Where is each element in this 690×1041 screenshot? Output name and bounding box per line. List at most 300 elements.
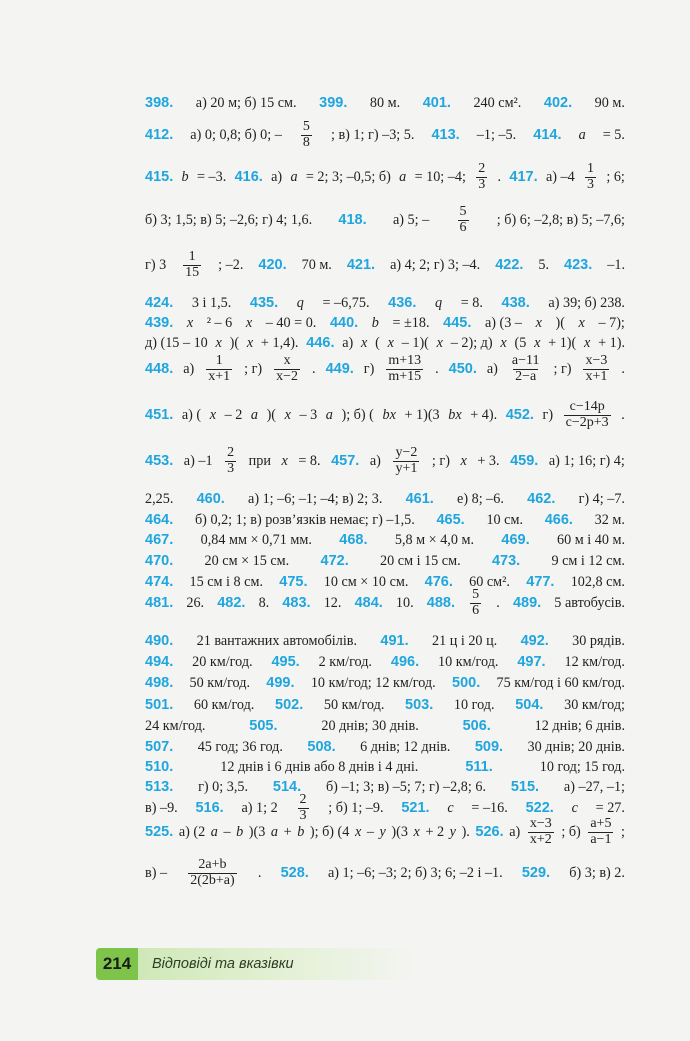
fraction [393,446,419,476]
numerator: a−11 [511,352,540,368]
answer-text: а) [509,823,521,840]
answer-text: 50 км/год. [189,674,250,691]
fraction [301,120,312,150]
answer-text: 26. [186,594,205,611]
answer-text: а) [183,360,195,377]
fraction [588,817,613,847]
answer-text: б) 3; в) 2. [569,864,625,881]
denominator: 3 [478,176,486,192]
answer-text: 20 днів; 30 днів. [321,717,419,734]
problem-number: 494. [145,654,174,670]
answer-text: б) 0,2; 1; в) розв’язків немає; г) –1,5. [194,511,415,528]
variable: x [284,406,291,423]
numerator: a+5 [590,815,612,831]
problem-number: 418. [338,212,367,228]
answer-text: – 2); д) [450,334,493,351]
problem-number: 506. [462,718,491,734]
answer-text: + 3. [477,452,500,469]
fraction [188,858,236,888]
answer-text: 5. [538,256,550,273]
answer-text: 12 днів; 6 днів. [534,717,625,734]
answer-text: а) 39; б) 238. [548,294,625,311]
answer-text: 12 км/год. [564,653,625,670]
answer-text: ). [461,823,470,840]
variable: x [354,823,362,840]
answer-text: + 4). [470,406,498,423]
problem-number: 465. [436,512,465,528]
fraction [225,446,236,476]
variable: x [361,334,368,351]
numerator: x−3 [529,815,552,831]
problem-number: 511. [465,759,493,775]
fraction [183,250,201,280]
answer-text: = 2; 3; –0,5; б) [305,168,391,185]
numerator: 2 [227,444,235,460]
numerator: 5 [472,586,480,602]
answer-text: + 2 [425,823,445,840]
problem-number: 417. [509,169,538,185]
answer-text: 30 км/год; [564,696,625,713]
problem-number: 472. [320,553,349,569]
variable: c [571,799,578,816]
problem-number: 505. [249,718,278,734]
denominator: a−1 [590,831,612,847]
answer-text: а) [342,334,354,351]
problem-number: 482. [217,595,246,611]
answer-text: . [257,864,262,881]
answer-text: 102,8 см. [570,573,625,590]
problem-number: 525. [145,824,174,840]
answer-text: = ±18. [392,314,430,331]
answer-text: – 2 [224,406,243,423]
problem-number: 474. [145,574,174,590]
problem-number: 420. [258,257,287,273]
numerator: 2 [299,791,307,807]
problem-number: 496. [390,654,420,670]
problem-number: 452. [505,407,534,423]
variable: b [181,168,189,185]
denominator: c−2p+3 [565,414,609,430]
denominator: 8 [302,134,310,150]
answer-text: е) 8; –6. [457,490,504,507]
variable: bx [448,406,462,423]
problem-number: 498. [145,675,174,691]
answer-line [145,203,625,237]
numerator: 5 [459,203,467,219]
answer-text: – [223,823,231,840]
variable: x [500,334,507,351]
problem-number: 412. [145,127,174,143]
answer-text: 21 вантажних автомобілів. [196,632,358,649]
page-number: 214 [96,948,138,980]
fraction [583,354,609,384]
problem-number: 500. [452,675,481,691]
problem-number: 528. [280,865,309,881]
problem-number: 488. [426,595,456,611]
problem-number: 470. [145,553,174,569]
answer-text: а) [486,360,498,377]
variable: b [236,823,244,840]
variable: x [215,334,222,351]
denominator: 2(2b+a) [190,872,235,888]
fraction [528,817,554,847]
problem-number: 440. [329,315,359,331]
answer-text: + 1)(3 [404,406,440,423]
denominator: x+1 [208,368,231,384]
problem-number: 481. [145,595,174,611]
answer-text: )(3 [391,823,408,840]
variable: bx [382,406,396,423]
answer-text: ² – 6 [206,314,233,331]
answer-text: 10 год; 15 год. [539,758,625,775]
answer-text: а) [369,452,381,469]
variable: x [246,334,254,351]
answer-text: – [366,823,374,840]
problem-number: 414. [533,127,562,143]
answer-text: а) (3 – [484,314,522,331]
problem-number: 516. [195,800,224,816]
problem-number: 438. [501,295,530,311]
problem-number: 513. [145,779,174,795]
answer-line [145,815,625,849]
problem-number: 495. [271,654,300,670]
problem-number: 402. [543,95,573,111]
problem-number: 399. [319,95,348,111]
answer-text: 50 км/год. [323,696,385,713]
problem-number: 522. [525,800,554,816]
problem-number: 436. [388,295,417,311]
variable: a [250,406,258,423]
answer-text: а) 1; 16; г) 4; [548,452,625,469]
problem-number: 473. [491,553,521,569]
denominator: 6 [472,602,480,618]
variable: q [296,294,304,311]
answer-text: а) (2 [178,823,206,840]
variable: x [186,314,194,331]
answer-text: 90 м. [594,94,625,111]
answer-text: а) ( [181,406,202,423]
answer-text: )( [266,406,277,423]
numerator: c−14p [569,398,605,414]
answer-text: г) 3 [145,256,167,273]
fraction [386,354,423,384]
answer-text: 10 год. [453,696,495,713]
answer-line [145,398,625,432]
variable: c [447,799,454,816]
answer-text: г) 0; 3,5. [198,778,249,795]
numerator: 5 [302,118,310,134]
answer-text: 21 ц і 20 ц. [431,632,498,649]
problem-number: 476. [424,574,453,590]
variable: b [297,823,305,840]
answer-text: а) 20 м; б) 15 см. [195,94,297,111]
problem-number: 504. [515,697,544,713]
answer-text: б) –1; 3; в) –5; 7; г) –2,8; 6. [325,778,486,795]
problem-number: 497. [517,654,546,670]
answer-text: 30 днів; 20 днів. [527,738,625,755]
answer-text: = 5. [602,126,625,143]
problem-number: 507. [145,739,174,755]
answer-text: ; г) [431,452,450,469]
problem-number: 450. [448,361,477,377]
answer-text: 15 см і 8 см. [189,573,263,590]
problem-number: 460. [196,491,225,507]
problem-number: 398. [145,95,174,111]
problem-number: 510. [145,759,174,775]
problem-number: 501. [145,697,174,713]
answer-text: 0,84 мм × 0,71 мм. [200,531,312,548]
problem-number: 459. [510,453,539,469]
answer-text: 75 км/год і 60 км/год. [496,674,625,691]
answer-text: 5,8 м × 4,0 м. [394,531,475,548]
numerator: x [283,352,291,368]
page-footer [96,944,416,984]
answer-text: 60 км/год. [193,696,255,713]
answer-text: 20 см і 15 см. [380,552,461,569]
fraction [476,162,487,192]
answer-text: 8. [258,594,270,611]
variable: b [371,314,379,331]
problem-number: 416. [234,169,263,185]
answer-text: + [283,823,292,840]
fraction [458,205,469,235]
answer-text: ; 6; [606,168,625,185]
problem-number: 526. [475,824,504,840]
answer-text: ; в) 1; г) –3; 5. [330,126,415,143]
numerator: 2a+b [198,856,227,872]
answer-text: . [497,168,502,185]
answer-text: 20 см × 15 см. [204,552,290,569]
answer-text: в) – [145,864,168,881]
variable: x [281,452,288,469]
answer-text: . [435,360,439,377]
answer-text: ; г) [553,360,572,377]
answer-text: = 27. [595,799,625,816]
problem-number: 424. [145,295,174,311]
problem-number: 468. [339,532,368,548]
answer-text: 20 км/год. [192,653,253,670]
answer-line [145,248,625,282]
problem-number: 475. [279,574,308,590]
denominator: 15 [185,264,200,280]
problem-number: 499. [266,675,295,691]
answer-text: (5 [514,334,527,351]
problem-number: 453. [145,453,174,469]
answer-text: ; –2. [218,256,244,273]
answer-text: а) 1; 2 [241,799,278,816]
answer-text: 10 км/год. [438,653,499,670]
variable: a [270,823,279,840]
problem-number: 490. [145,633,174,649]
answer-text: а) 5; – [392,211,430,228]
answer-text: 60 см². [469,573,510,590]
variable: a [210,823,218,840]
answer-text: . [621,360,625,377]
problem-number: 477. [526,574,555,590]
problem-number: 435. [249,295,279,311]
problem-number: 423. [564,257,593,273]
answer-text: – 40 = 0. [265,314,317,331]
answer-text: а) 0; 0,8; б) 0; – [190,126,282,143]
problem-number: 439. [145,315,174,331]
answer-line [145,86,625,120]
numerator: 1 [587,160,595,176]
problem-number: 446. [306,335,335,351]
variable: x [584,334,591,351]
denominator: x−2 [276,368,299,384]
denominator: x+1 [585,368,608,384]
problem-number: 489. [512,595,542,611]
denominator: y+1 [395,460,418,476]
variable: a [290,168,298,185]
answer-text: + 1)( [548,334,577,351]
answer-text: а) –27, –1; [563,778,625,795]
answer-text: – 1)( [401,334,429,351]
denominator: 2−a [515,368,537,384]
variable: q [435,294,443,311]
denominator: x+2 [529,831,552,847]
answer-text: при [248,452,271,469]
problem-number: 509. [474,739,504,755]
answer-text: –1; –5. [476,126,517,143]
fraction [510,354,542,384]
denominator: 3 [227,460,235,476]
answer-text: 24 км/год. [145,717,206,734]
answer-text: 3 і 1,5. [191,294,232,311]
problem-number: 508. [307,739,336,755]
numerator: y−2 [395,444,418,460]
answer-text: 70 м. [301,256,332,273]
problem-number: 491. [380,633,409,649]
variable: x [535,314,542,331]
answer-text: = –6,75. [322,294,370,311]
answer-text: а) –4 [545,168,575,185]
answer-text: = –3. [196,168,227,185]
answer-line [145,118,625,152]
problem-number: 521. [401,800,430,816]
answer-text: ( [375,334,380,351]
answer-text: 10 см. [486,511,523,528]
answer-text: д) (15 – 10 [145,334,208,351]
answer-text: – 3 [299,406,318,423]
problem-number: 467. [145,532,174,548]
answer-line [145,586,625,620]
problem-number: 515. [510,779,540,795]
answer-text: 2,25. [145,490,174,507]
answer-text: 12 днів і 6 днів або 8 днів і 4 дні. [220,758,419,775]
problem-number: 529. [521,865,551,881]
variable: x [245,314,253,331]
answer-text: 10 км/год; 12 км/год. [310,674,436,691]
answer-text: ); б) ( [341,406,374,423]
answer-text: 30 рядів. [572,632,625,649]
problem-number: 462. [527,491,556,507]
answer-text: в) –9. [145,799,178,816]
answer-text: а) 4; 2; г) 3; –4. [390,256,481,273]
answer-text: 6 днів; 12 днів. [360,738,451,755]
answer-text: 45 год; 36 год. [197,738,283,755]
variable: a [399,168,407,185]
fraction [274,354,300,384]
answer-text: + 1). [598,334,625,351]
answer-text: – 7); [598,314,625,331]
variable: x [578,314,585,331]
problem-number: 445. [443,315,472,331]
answer-text: = 10; –4; [414,168,466,185]
answer-text: 32 м. [594,511,625,528]
denominator: 3 [299,807,307,823]
answer-text: ; б) 1; –9. [328,799,384,816]
answer-text: 10. [395,594,414,611]
variable: a [325,406,333,423]
problem-number: 422. [495,257,524,273]
section-title: Відповіді та вказівки [138,948,416,980]
numerator: m+13 [388,352,422,368]
problem-number: 484. [354,595,383,611]
problem-number: 466. [544,512,573,528]
problem-number: 415. [145,169,174,185]
answer-text: 60 м і 40 м. [556,531,625,548]
answer-text: 12. [323,594,342,611]
answer-text: а) –1 [183,452,213,469]
answer-text: )( [555,314,565,331]
answer-text: 10 см × 10 см. [323,573,409,590]
answer-text: = 8. [298,452,321,469]
numerator: 1 [188,248,196,264]
answer-text: . [312,360,316,377]
answer-text: 5 автобусів. [554,594,625,611]
answer-line [145,856,625,890]
answer-text: г) 4; –7. [578,490,625,507]
answer-text: + 1,4). [260,334,299,351]
variable: x [387,334,394,351]
variable: x [413,823,420,840]
answer-text: )( [229,334,240,351]
numerator: x−3 [585,352,608,368]
answer-text: –1. [607,256,625,273]
answer-text: = 8. [460,294,483,311]
problem-number: 421. [346,257,376,273]
answer-text: 80 м. [369,94,401,111]
variable: x [436,334,443,351]
answer-text: )(3 [248,823,266,840]
answer-text: ; г) [244,360,263,377]
answer-line [145,352,625,386]
fraction [470,588,481,618]
variable: x [460,452,467,469]
problem-number: 469. [501,532,530,548]
answer-text: ); б) (4 [309,823,350,840]
denominator: m+15 [388,368,422,384]
fraction [585,162,596,192]
variable: y [379,823,386,840]
problem-number: 461. [405,491,434,507]
numerator: 2 [478,160,486,176]
answer-line [145,444,625,478]
problem-number: 464. [145,512,174,528]
answer-text: 9 см і 12 см. [551,552,625,569]
answer-text: а) [271,168,283,185]
answer-text: ; б) [561,823,581,840]
variable: y [449,823,456,840]
problem-number: 514. [272,779,302,795]
numerator: 1 [215,352,223,368]
fraction [564,400,611,430]
answer-text: . [621,406,625,423]
denominator: 6 [459,219,467,235]
variable: x [534,334,541,351]
answer-text: 2 км/год. [318,653,372,670]
